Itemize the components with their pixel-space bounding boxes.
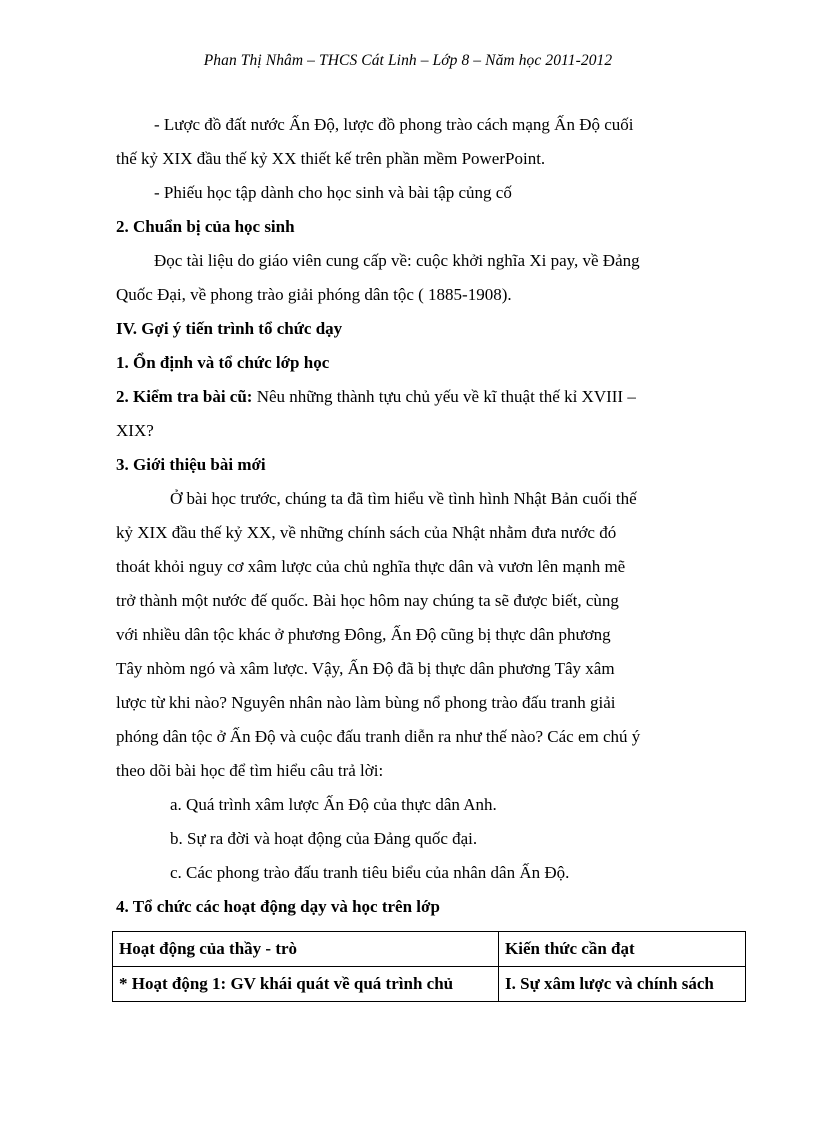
text-line: trở thành một nước đế quốc. Bài học hôm nay chúng ta sẽ được biết, cùng [116, 591, 619, 610]
page-header: Phan Thị Nhâm – THCS Cát Linh – Lớp 8 – Năm học 2011-2012 [203, 52, 613, 69]
text-line: b. Sự ra đời và hoạt động của Đảng quốc đại. [170, 829, 478, 848]
knowledge-cell: I. Sự xâm lược và chính sách [499, 967, 746, 1002]
text-line: Tây nhòm ngó và xâm lược. Vậy, Ấn Độ đã bị thực dân phương Tây xâm [116, 659, 615, 678]
text-line: a. Quá trình xâm lược Ấn Độ của thực dân Anh. [170, 795, 497, 814]
teacher-student-cell: * Hoạt động 1: GV khái quát về quá trình chủ [113, 967, 499, 1002]
text-line: lược từ khi nào? Nguyên nhân nào làm bùng nổ phong trào đấu tranh giải [116, 693, 616, 712]
table-row [113, 932, 746, 967]
text-line: Ở bài học trước, chúng ta đã tìm hiểu về tình hình Nhật Bản cuối thế [170, 489, 637, 508]
text-line: thế kỷ XIX đầu thế kỷ XX thiết kế trên phần mềm PowerPoint. [116, 149, 546, 168]
text-line: kỷ XIX đầu thế kỷ XX, về những chính sách của Nhật nhằm đưa nước đó [116, 523, 617, 542]
text-line: IV. Gợi ý tiến trình tổ chức dạy [116, 319, 343, 338]
text-line: - Lược đồ đất nước Ấn Độ, lược đồ phong trào cách mạng Ấn Độ cuối [154, 115, 634, 134]
document-body [116, 108, 712, 924]
text-line: Đọc tài liệu do giáo viên cung cấp về: cuộc khởi nghĩa Xi pay, về Đảng [154, 251, 640, 270]
text-line: 3. Giới thiệu bài mới [116, 455, 266, 474]
text-line: thoát khỏi nguy cơ xâm lược của chủ nghĩa thực dân và vươn lên mạnh mẽ [116, 557, 626, 576]
knowledge-cell: Kiến thức cần đạt [499, 932, 746, 967]
check-label: 2. Kiểm tra bài cũ: [116, 387, 253, 406]
table-row [113, 967, 746, 1002]
text-line: Quốc Đại, về phong trào giải phóng dân tộc ( 1885-1908). [116, 285, 512, 304]
text-line: phóng dân tộc ở Ấn Độ và cuộc đấu tranh diễn ra như thế nào? Các em chú ý [116, 727, 641, 746]
text-line: với nhiều dân tộc khác ở phương Đông, Ấn Độ cũng bị thực dân phương [116, 625, 611, 644]
check-text-cont: XIX? [116, 421, 154, 440]
teacher-student-cell: Hoạt động của thầy - trò [113, 932, 499, 967]
check-text: Nêu những thành tựu chủ yếu về kĩ thuật thế kỉ XVIII – [252, 387, 636, 406]
text-line: c. Các phong trào đấu tranh tiêu biểu của nhân dân Ấn Độ. [170, 863, 570, 882]
old-lesson-check [116, 380, 712, 414]
activities-table [112, 931, 746, 1002]
text-line: - Phiếu học tập dành cho học sinh và bài tập củng cố [154, 183, 512, 202]
text-line: 4. Tổ chức các hoạt động dạy và học trên lớp [116, 897, 440, 916]
text-line: 1. Ổn định và tổ chức lớp học [116, 353, 330, 372]
text-line: theo dõi bài học để tìm hiểu câu trả lời: [116, 761, 384, 780]
text-line: 2. Chuẩn bị của học sinh [116, 217, 295, 236]
